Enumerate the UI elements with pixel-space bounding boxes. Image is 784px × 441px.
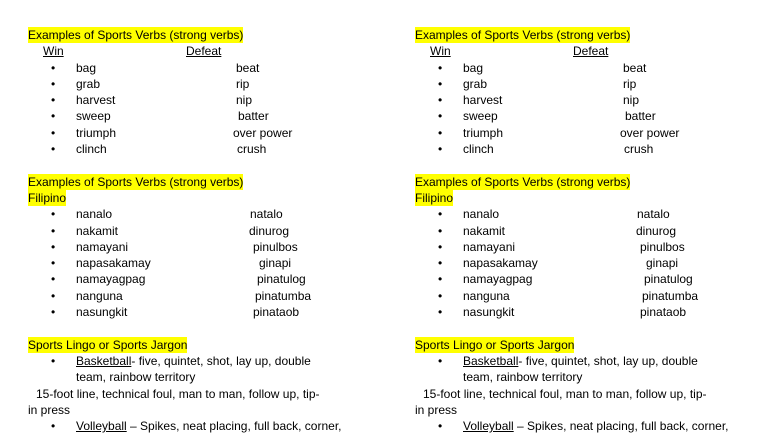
bullet-icon: • [51, 76, 56, 91]
filipino-label: Filipino [28, 190, 67, 205]
volleyball-terms-line1: – Spikes, neat placing, full back, corner, [513, 419, 729, 434]
bullet-icon: • [438, 125, 443, 140]
basketball-terms-line2: team, rainbow territory [76, 370, 196, 385]
defeat-verb: beat [236, 60, 260, 75]
defeat-verb: over power [233, 125, 293, 140]
list-item [28, 141, 388, 157]
win-verb: grab [463, 76, 488, 91]
defeat-verb: nip [623, 93, 640, 108]
win-verb: bag [76, 60, 97, 75]
bullet-icon: • [438, 256, 443, 271]
list-item [415, 304, 775, 320]
basketball-terms-line1: - five, quintet, shot, lay up, double [131, 353, 311, 368]
document-column-left [28, 27, 388, 434]
defeat-verb: natalo [637, 207, 670, 222]
list-item [28, 239, 388, 255]
verb-column-headers [28, 43, 388, 59]
bullet-icon: • [51, 223, 56, 238]
defeat-verb: pinataob [640, 305, 687, 320]
bullet-icon: • [51, 239, 56, 254]
win-verb: grab [76, 76, 101, 91]
volleyball-item [28, 418, 388, 434]
defeat-verb: pinatulog [644, 272, 693, 287]
win-verb: nasungkit [76, 305, 128, 320]
win-verb: triumph [76, 125, 117, 140]
basketball-more-line2: in press [415, 402, 458, 417]
basketball-item [415, 353, 775, 386]
win-verb: namayagpag [463, 272, 533, 287]
list-item [415, 239, 775, 255]
list-item [415, 223, 775, 239]
filipino-verb-list [28, 206, 388, 320]
defeat-column-header: Defeat [573, 44, 609, 59]
basketball-more-line1: 15-foot line, technical foul, man to man, follow up, tip- [423, 386, 707, 401]
list-item [415, 255, 775, 271]
basketball-terms-line2: team, rainbow territory [463, 370, 583, 385]
bullet-icon: • [438, 76, 443, 91]
defeat-verb: pinataob [253, 305, 300, 320]
win-verb: nakamit [463, 223, 506, 238]
win-verb: sweep [76, 109, 111, 124]
verb-column-headers [415, 43, 775, 59]
bullet-icon: • [438, 419, 443, 434]
bullet-icon: • [438, 223, 443, 238]
list-item [28, 76, 388, 92]
list-item [28, 271, 388, 287]
win-verb: sweep [463, 109, 498, 124]
list-item [28, 125, 388, 141]
win-verb: nanalo [76, 207, 113, 222]
win-verb: namayani [76, 239, 129, 254]
bullet-icon: • [51, 272, 56, 287]
defeat-verb: crush [624, 142, 654, 157]
list-item [415, 76, 775, 92]
win-verb: nanalo [463, 207, 500, 222]
basketball-more-line2: in press [28, 402, 71, 417]
english-verb-list [28, 60, 388, 158]
document-column-right [415, 27, 775, 434]
win-verb: nasungkit [463, 305, 515, 320]
win-column-header: Win [43, 44, 64, 59]
bullet-icon: • [438, 142, 443, 157]
defeat-verb: rip [623, 76, 637, 91]
volleyball-sport-name: Volleyball [76, 419, 127, 434]
win-verb: nanguna [76, 288, 123, 303]
list-item [415, 125, 775, 141]
bullet-icon: • [438, 109, 443, 124]
win-verb: namayagpag [76, 272, 146, 287]
defeat-verb: crush [237, 142, 267, 157]
sports-verbs-heading: Examples of Sports Verbs (strong verbs) [415, 28, 631, 42]
basketball-sport-name: Basketball [463, 353, 519, 368]
volleyball-terms-line1: – Spikes, neat placing, full back, corner, [126, 419, 342, 434]
list-item [28, 108, 388, 124]
list-item [28, 304, 388, 320]
defeat-verb: over power [620, 125, 680, 140]
win-verb: nakamit [76, 223, 119, 238]
list-item [415, 288, 775, 304]
list-item [415, 60, 775, 76]
list-item [28, 60, 388, 76]
win-verb: harvest [76, 93, 116, 108]
bullet-icon: • [51, 419, 56, 434]
defeat-verb: pinatulog [257, 272, 306, 287]
basketball-sport-name: Basketball [76, 353, 132, 368]
bullet-icon: • [438, 93, 443, 108]
defeat-verb: pinulbos [253, 239, 298, 254]
volleyball-item [415, 418, 775, 434]
defeat-verb: dinurog [249, 223, 290, 238]
defeat-verb: batter [238, 109, 269, 124]
win-verb: clinch [463, 142, 494, 157]
defeat-verb: pinulbos [640, 239, 685, 254]
bullet-icon: • [438, 207, 443, 222]
bullet-icon: • [51, 109, 56, 124]
defeat-column-header: Defeat [186, 44, 222, 59]
win-verb: triumph [463, 125, 504, 140]
win-verb: harvest [463, 93, 503, 108]
bullet-icon: • [438, 353, 443, 368]
bullet-icon: • [438, 60, 443, 75]
win-verb: napasakamay [463, 256, 538, 271]
defeat-verb: dinurog [636, 223, 677, 238]
basketball-terms-line1: - five, quintet, shot, lay up, double [518, 353, 698, 368]
list-item [415, 92, 775, 108]
bullet-icon: • [51, 305, 56, 320]
defeat-verb: natalo [250, 207, 283, 222]
list-item [415, 108, 775, 124]
list-item [28, 206, 388, 222]
bullet-icon: • [51, 142, 56, 157]
list-item [28, 255, 388, 271]
win-column-header: Win [430, 44, 451, 59]
jargon-heading: Sports Lingo or Sports Jargon [28, 337, 188, 352]
defeat-verb: ginapi [259, 256, 292, 271]
bullet-icon: • [438, 239, 443, 254]
list-item [415, 271, 775, 287]
win-verb: nanguna [463, 288, 510, 303]
defeat-verb: pinatumba [642, 288, 699, 303]
sports-verbs-heading-filipino: Examples of Sports Verbs (strong verbs) [28, 174, 244, 189]
jargon-heading: Sports Lingo or Sports Jargon [415, 337, 575, 352]
filipino-verb-list [415, 206, 775, 320]
bullet-icon: • [438, 272, 443, 287]
sports-verbs-heading: Examples of Sports Verbs (strong verbs) [28, 28, 244, 42]
filipino-label: Filipino [415, 190, 454, 205]
bullet-icon: • [51, 207, 56, 222]
bullet-icon: • [438, 305, 443, 320]
bullet-icon: • [51, 353, 56, 368]
volleyball-sport-name: Volleyball [463, 419, 514, 434]
defeat-verb: rip [236, 76, 250, 91]
list-item [28, 92, 388, 108]
defeat-verb: nip [236, 93, 253, 108]
bullet-icon: • [51, 60, 56, 75]
basketball-item [28, 353, 388, 386]
bullet-icon: • [51, 93, 56, 108]
list-item [28, 288, 388, 304]
list-item [415, 206, 775, 222]
sports-verbs-heading-filipino: Examples of Sports Verbs (strong verbs) [415, 174, 631, 189]
basketball-more-line1: 15-foot line, technical foul, man to man, follow up, tip- [36, 386, 320, 401]
bullet-icon: • [438, 288, 443, 303]
bullet-icon: • [51, 125, 56, 140]
defeat-verb: ginapi [646, 256, 679, 271]
win-verb: napasakamay [76, 256, 151, 271]
bullet-icon: • [51, 256, 56, 271]
defeat-verb: beat [623, 60, 647, 75]
english-verb-list [415, 60, 775, 158]
win-verb: bag [463, 60, 484, 75]
list-item [28, 223, 388, 239]
win-verb: namayani [463, 239, 516, 254]
list-item [415, 141, 775, 157]
bullet-icon: • [51, 288, 56, 303]
win-verb: clinch [76, 142, 107, 157]
defeat-verb: pinatumba [255, 288, 312, 303]
defeat-verb: batter [625, 109, 656, 124]
